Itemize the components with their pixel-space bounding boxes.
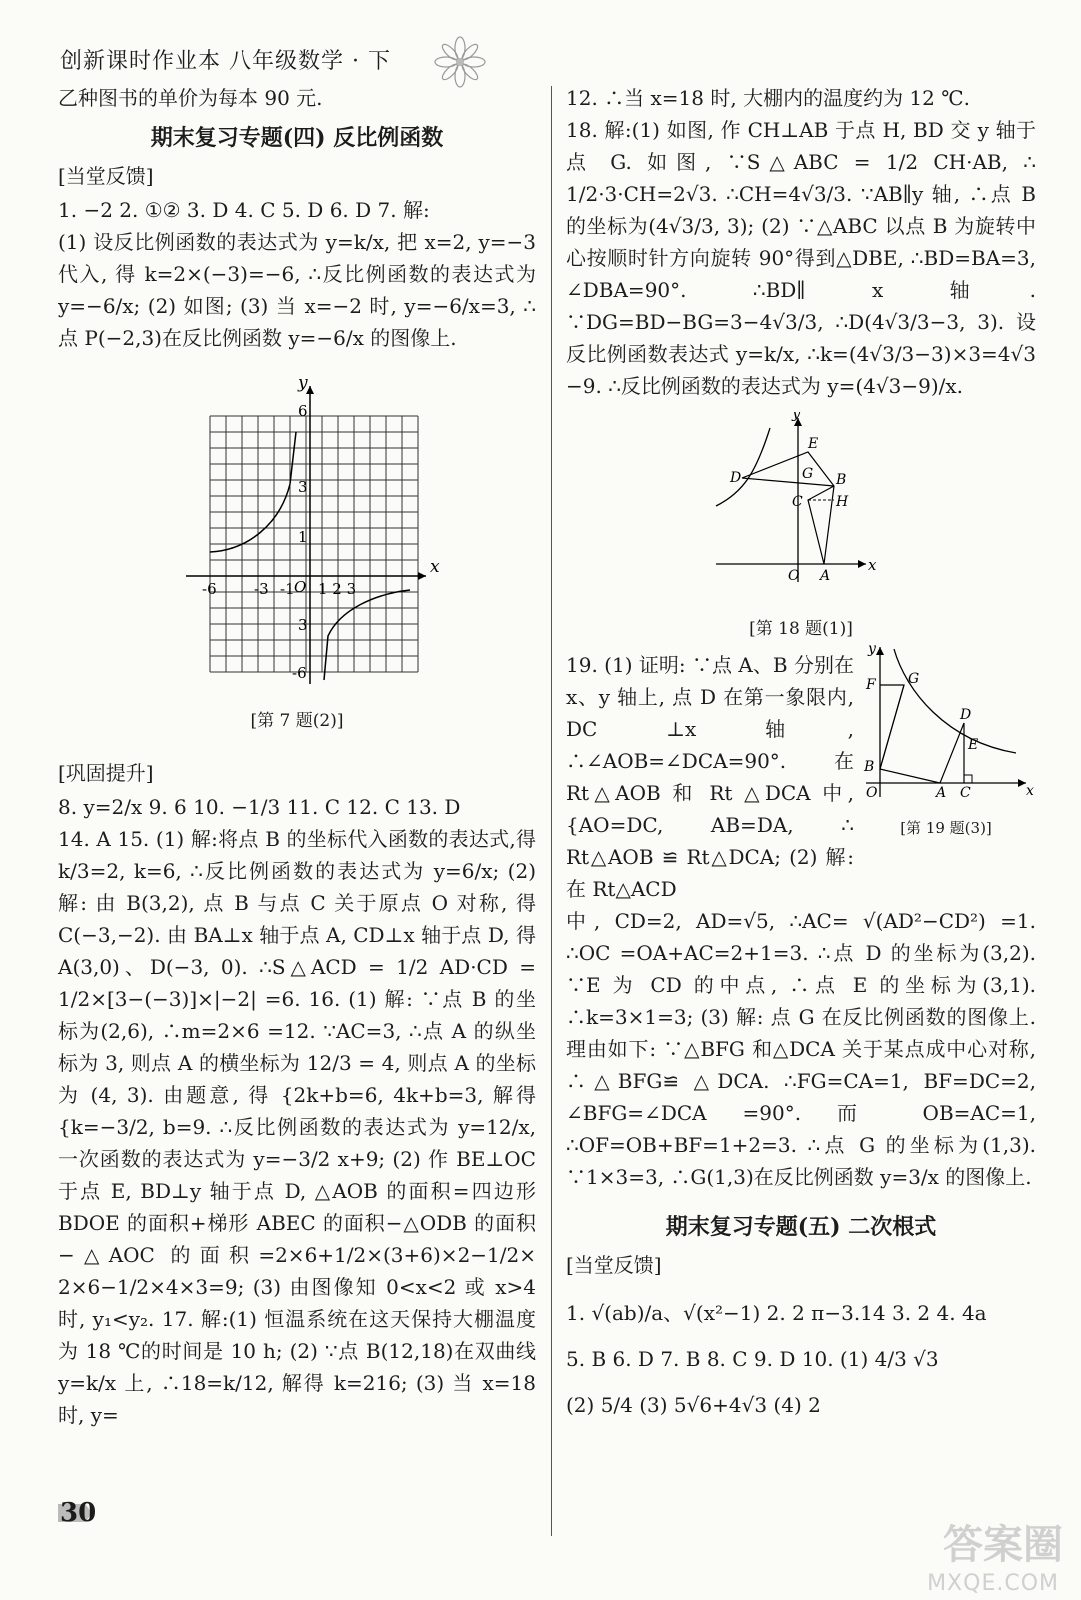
fig19-f: F bbox=[866, 677, 876, 693]
origin-label: O bbox=[294, 578, 307, 596]
fig18-x: x bbox=[868, 556, 877, 574]
fig18-b: B bbox=[836, 472, 847, 488]
fig19-e: E bbox=[968, 737, 979, 753]
graph-figure-18 bbox=[566, 412, 1036, 602]
page-number: 30 bbox=[60, 1498, 97, 1528]
section-heading-3: [当堂反馈] bbox=[566, 1253, 662, 1277]
tick-6: 6 bbox=[298, 402, 308, 420]
answer-7-solution: (1) 设反比例函数的表达式为 y=k/x, 把 x=2, y=−3 代入, 得 k=2×(−3)=−6, ∴反比例函数的表达式为 y=−6/x; (2) 如图; (3) 当 x=−2 时, y=−6/x=3, ∴点 P(−2,3)在反比例函数 y=−6/x 的图像上. bbox=[58, 230, 536, 350]
fig19-c: C bbox=[960, 785, 971, 801]
fig18-h: H bbox=[836, 494, 849, 510]
tick-x-neg3: -3 bbox=[254, 580, 269, 598]
figure-7-caption: [第 7 题(2)] bbox=[250, 711, 344, 731]
answer-18: 18. 解:(1) 如图, 作 CH⊥AB 于点 H, BD 交 y 轴于点 G. 如图, ∵S△ABC = 1/2 CH·AB, ∴ 1/2·3·CH=2√3. ∴CH=4√3/3. ∵AB∥y 轴, ∴点 B 的坐标为(4√3/3, 3); (2) ∵△ABC 以点 B 为旋转中心按顺时针方向旋转 90°得到△DBE, ∴BD=BA=3, ∠DBA=90°. ∴BD∥ x 轴. ∵DG=BD−BG=3−4√3/3, ∴D(4√3/3−3, 3). 设反比例函数表达式 y=k/x, ∴k=(4√3/3−3)×3=4√3 −9. ∴反比例函数的表达式为 y=(4√3−9)/x. bbox=[566, 118, 1036, 398]
intro-line: 乙种图书的单价为每本 90 元. bbox=[58, 86, 323, 110]
tick-neg3: 3 bbox=[298, 616, 308, 634]
fig18-a: A bbox=[820, 568, 831, 584]
fig18-o: O bbox=[788, 568, 800, 584]
answer-19-block bbox=[566, 641, 1036, 905]
figure-7 bbox=[58, 364, 536, 737]
graph-figure-7 bbox=[58, 364, 536, 694]
fig19-x: x bbox=[1026, 783, 1034, 799]
figure-18 bbox=[566, 412, 1036, 645]
column-divider bbox=[551, 86, 552, 1536]
answer-5-1-4: 1. √(ab)/a、√(x²−1) 2. 2 π−3.14 3. 2 4. 4a bbox=[566, 1301, 987, 1325]
section-heading: [当堂反馈] bbox=[58, 164, 154, 188]
axis-label-x: x bbox=[430, 557, 440, 577]
graph-figure-19 bbox=[856, 641, 1036, 801]
section-title-5: 期末复习专题(五) 二次根式 bbox=[665, 1214, 937, 1240]
section-heading-2: [巩固提升] bbox=[58, 761, 154, 785]
fig19-a: A bbox=[936, 785, 947, 801]
watermark-logo: 答案圈 bbox=[943, 1522, 1063, 1568]
fig19-d: D bbox=[960, 707, 972, 723]
watermark-url: MXQE.COM bbox=[927, 1571, 1059, 1596]
answer-1-7: 1. −2 2. ①② 3. D 4. C 5. D 6. D 7. 解: bbox=[58, 198, 430, 222]
fig18-d: D bbox=[730, 470, 742, 486]
answer-19-part1: 19. (1) 证明: ∵点 A、B 分别在 x、y 轴上, 点 D 在第一象限内, DC ⊥x 轴, ∴∠AOB=∠DCA=90°. 在 Rt△AOB 和 Rt △DCA 中, {AO=DC, AB=DA, ∴ Rt△AOB ≌ Rt△DCA; (2) 解: 在 Rt△ACD bbox=[566, 653, 854, 901]
figure-19 bbox=[856, 641, 1036, 844]
flower-icon bbox=[434, 36, 486, 88]
fig19-y: y bbox=[868, 641, 876, 657]
fig18-c: C bbox=[792, 494, 803, 510]
right-column bbox=[566, 82, 1036, 1421]
fig18-e: E bbox=[808, 436, 819, 452]
answer-5-5-10: 5. B 6. D 7. B 8. C 9. D 10. (1) 4/3 √3 bbox=[566, 1347, 939, 1371]
fig18-y: y bbox=[792, 412, 801, 422]
fig19-o: O bbox=[866, 785, 878, 801]
answer-19-part2: 中, CD=2, AD=√5, ∴AC= √(AD²−CD²) =1. ∴OC =OA+AC=2+1=3. ∴点 D 的坐标为(3,2). ∵E 为 CD 的中点, ∴点 E 的坐标为(3,1). ∴k=3×1=3; (3) 解: 点 G 在反比例函数的图像上. 理由如下: ∵△BFG 和△DCA 关于某点成中心对称, ∴△BFG≌ △DCA. ∴FG=CA=1, BF=DC=2, ∠BFG=∠DCA =90°. 而 OB=AC=1, ∴OF=OB+BF=1+2=3. ∴点 G 的坐标为(1,3). ∵1×3=3, ∴G(1,3)在反比例函数 y=3/x 的图像上. bbox=[566, 909, 1036, 1189]
answer-14-17: 14. A 15. (1) 解:将点 B 的坐标代入函数的表达式,得 k/3=2, k=6, ∴反比例函数的表达式为 y=6/x; (2) 解: 由 B(3,2), 点 B 与点 C 关于原点 O 对称, 得 C(−3,−2). 由 BA⊥x 轴于点 A, CD⊥x 轴于点 D, 得 A(3,0)、D(−3, 0). ∴S△ACD = 1/2 AD·CD = 1/2×[3−(−3)]×|−2| =6. 16. (1) 解: ∵点 B 的坐标为(2,6), ∴m=2×6 =12. ∵AC=3, ∴点 A 的纵坐标为 3, 则点 A 的横坐标为 12/3 = 4, 则点 A 的坐标为 (4, 3). 由题意, 得 {2k+b=6, 4k+b=3, 解得 {k=−3/2, b=9. ∴反比例函数的表达式为 y=12/x, 一次函数的表达式为 y=−3/2 x+9; (2) 作 BE⊥OC 于点 E, BD⊥y 轴于点 D, △AOB 的面积=四边形 BDOE 的面积+梯形 ABEC 的面积−△ODB 的面积−△AOC 的面积=2×6+1/2×(3+6)×2−1/2× 2×6−1/2×4×3=9; (3) 由图像知 0<x<2 或 x>4 时, y₁<y₂. 17. 解:(1) 恒温系统在这天保持大棚温度为 18 ℃的时间是 10 h; (2) ∵点 B(12,18)在双曲线 y=k/x 上, ∴18=k/12, 解得 k=216; (3) 当 x=18 时, y= bbox=[58, 827, 536, 1427]
tick-3: 3 bbox=[298, 478, 308, 496]
tick-x-neg6: -6 bbox=[202, 580, 217, 598]
figure-18-caption: [第 18 题(1)] bbox=[749, 619, 853, 639]
left-column bbox=[58, 82, 536, 1431]
fig19-g: G bbox=[908, 671, 920, 687]
tick-x-123: 1 2 3 bbox=[318, 580, 357, 598]
page-header: 创新课时作业本 八年级数学 · 下 bbox=[60, 49, 391, 74]
answer-5-10-cont: (2) 5/4 (3) 5√6+4√3 (4) 2 bbox=[566, 1393, 821, 1417]
tick-neg6: -6 bbox=[292, 664, 307, 682]
fig19-b: B bbox=[864, 759, 875, 775]
figure-19-caption: [第 19 题(3)] bbox=[900, 819, 992, 837]
answer-17-cont: 12. ∴当 x=18 时, 大棚内的温度约为 12 ℃. bbox=[566, 86, 970, 110]
answer-8-13: 8. y=2/x 9. 6 10. −1/3 11. C 12. C 13. D bbox=[58, 795, 461, 819]
section-title-4: 期末复习专题(四) 反比例函数 bbox=[150, 125, 444, 151]
tick-1: 1 bbox=[298, 528, 308, 546]
tick-x-neg1: -1 bbox=[280, 580, 295, 598]
fig18-g: G bbox=[802, 466, 814, 482]
axis-label-y: y bbox=[298, 373, 308, 393]
